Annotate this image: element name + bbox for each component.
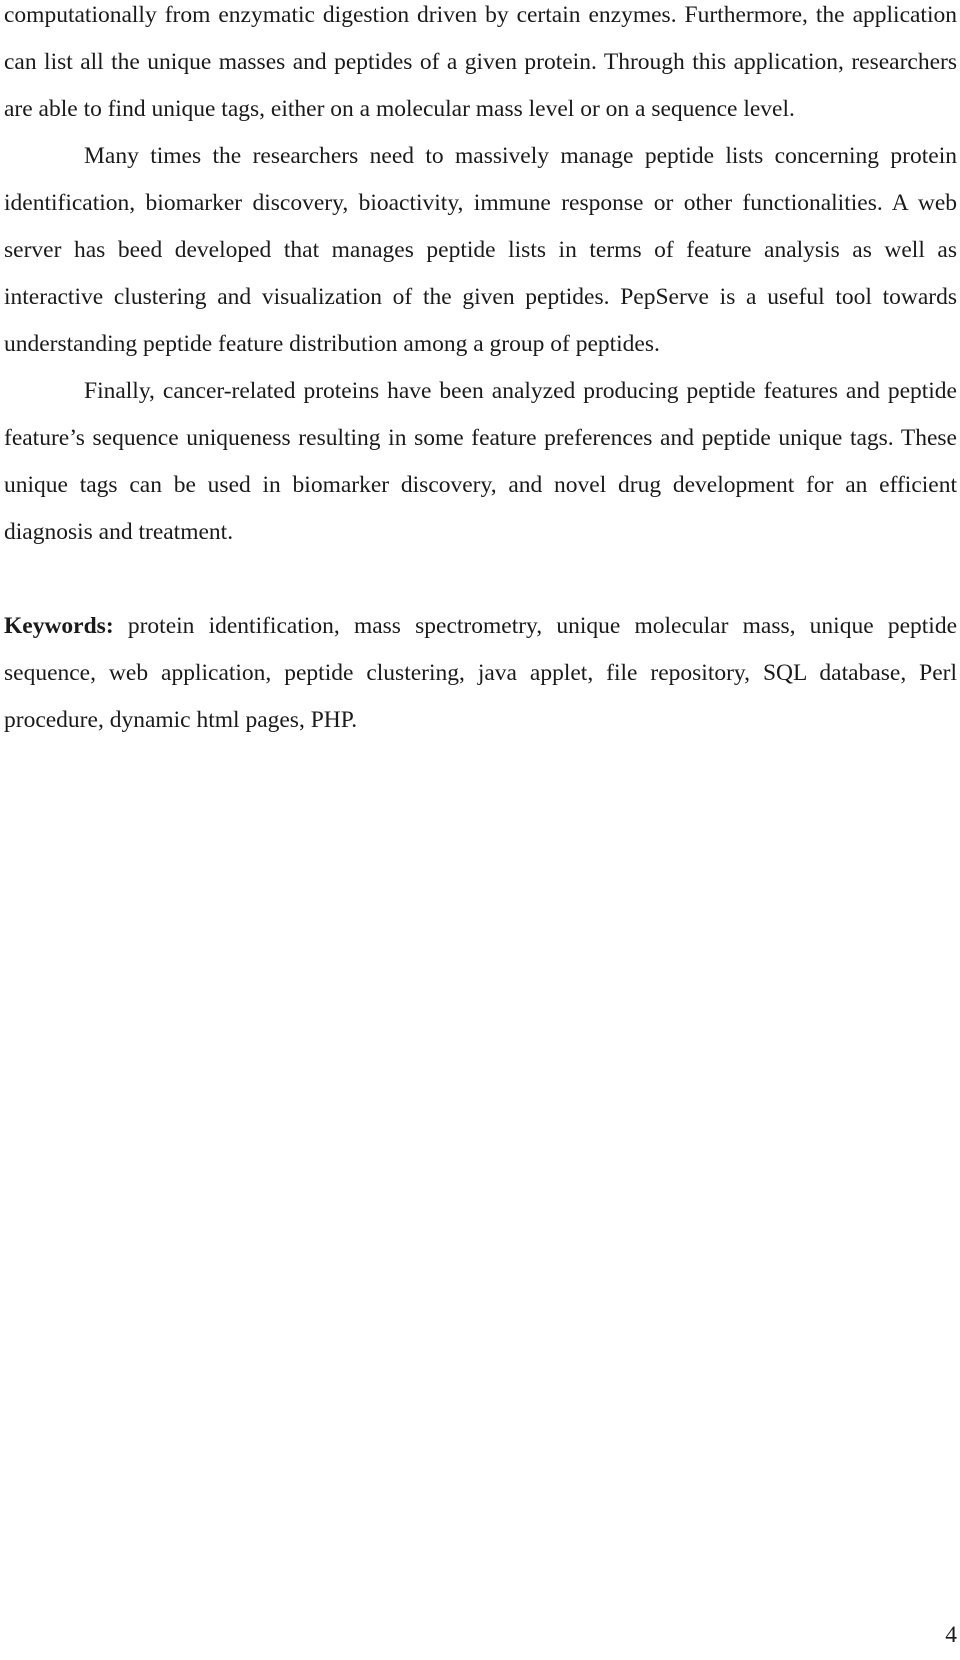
paragraph-peptide-lists: Many times the researchers need to massively manage peptide lists concerning protein identification, biomarker discovery, bioactivity, immune response or other functionalities. A web server has beed developed that manages peptide lists in terms of feature analysis as well as interactive clustering and visualization of the given peptides. PepServe is a useful tool towards understanding peptide feature distribution among a group of peptides. xyxy=(4,143,957,357)
paragraph-continuation: computationally from enzymatic digestion driven by certain enzymes. Furthermore, the application can list all the unique masses and peptides of a given protein. Through this application, researchers are able to find unique tags, either on a molecular mass level or on a sequence level. xyxy=(4,2,957,122)
page-number: 4 xyxy=(945,1622,957,1648)
keywords-paragraph xyxy=(4,603,957,744)
document-page xyxy=(4,0,957,744)
keywords-list: protein identification, mass spectrometry, unique molecular mass, unique peptide sequence, web application, peptide clustering, java applet, file repository, SQL database, Perl procedure, dynamic html pages, PHP. xyxy=(4,613,957,733)
keywords-label: Keywords: xyxy=(4,613,114,639)
paragraph-cancer-proteins: Finally, cancer-related proteins have been analyzed producing peptide features and peptide feature’s sequence uniqueness resulting in some feature preferences and peptide unique tags. These unique tags can be used in biomarker discovery, and novel drug development for an efficient diagnosis and treatment. xyxy=(4,378,957,545)
